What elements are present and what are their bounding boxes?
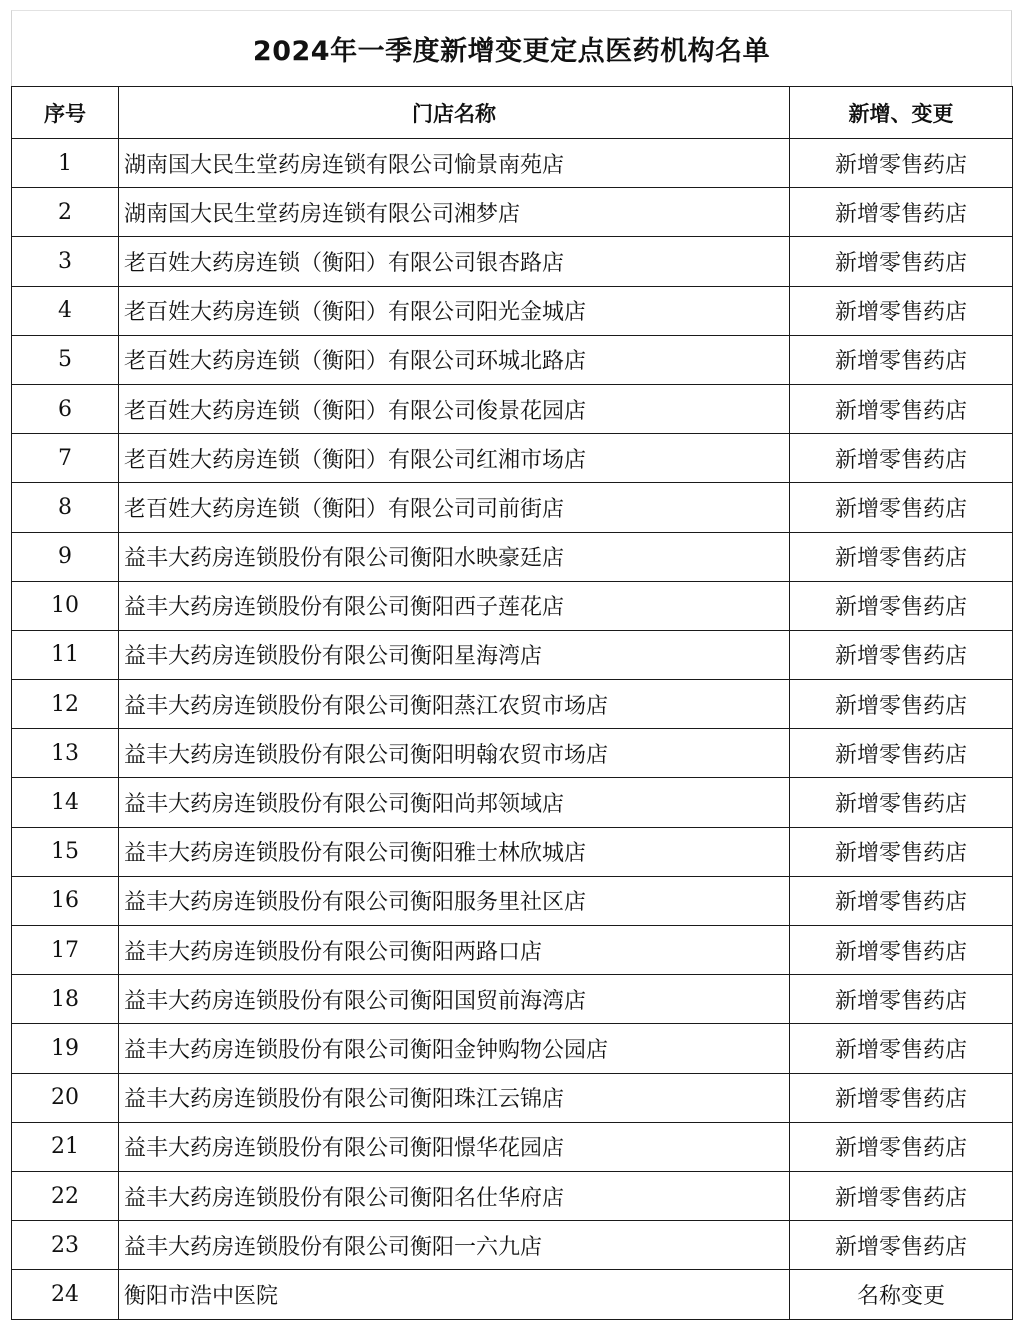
row-serial-number: 23 <box>12 1221 119 1270</box>
row-store-name: 湖南国大民生堂药房连锁有限公司愉景南苑店 <box>119 139 790 188</box>
header-change-type: 新增、变更 <box>790 87 1013 139</box>
table-row <box>12 1024 1013 1073</box>
row-store-name: 益丰大药房连锁股份有限公司衡阳一六九店 <box>119 1221 790 1270</box>
table-row <box>12 975 1013 1024</box>
row-change-type: 新增零售药店 <box>790 335 1013 384</box>
row-change-type: 新增零售药店 <box>790 630 1013 679</box>
table-row <box>12 1171 1013 1220</box>
row-store-name: 益丰大药房连锁股份有限公司衡阳两路口店 <box>119 926 790 975</box>
table-row <box>12 1270 1013 1319</box>
row-change-type: 新增零售药店 <box>790 532 1013 581</box>
table-row <box>12 483 1013 532</box>
row-change-type: 新增零售药店 <box>790 778 1013 827</box>
row-change-type: 新增零售药店 <box>790 1221 1013 1270</box>
row-serial-number: 21 <box>12 1122 119 1171</box>
row-serial-number: 20 <box>12 1073 119 1122</box>
table-row <box>12 286 1013 335</box>
row-change-type: 新增零售药店 <box>790 680 1013 729</box>
row-store-name: 益丰大药房连锁股份有限公司衡阳名仕华府店 <box>119 1171 790 1220</box>
table-row <box>12 384 1013 433</box>
row-change-type: 新增零售药店 <box>790 1171 1013 1220</box>
row-change-type: 新增零售药店 <box>790 384 1013 433</box>
header-store-name: 门店名称 <box>119 87 790 139</box>
row-serial-number: 5 <box>12 335 119 384</box>
table-header-row <box>12 87 1013 139</box>
row-store-name: 衡阳市浩中医院 <box>119 1270 790 1319</box>
row-change-type: 新增零售药店 <box>790 139 1013 188</box>
table-row <box>12 1221 1013 1270</box>
row-change-type: 新增零售药店 <box>790 1073 1013 1122</box>
row-store-name: 益丰大药房连锁股份有限公司衡阳憬华花园店 <box>119 1122 790 1171</box>
table-row <box>12 434 1013 483</box>
row-store-name: 老百姓大药房连锁（衡阳）有限公司司前街店 <box>119 483 790 532</box>
row-change-type: 新增零售药店 <box>790 237 1013 286</box>
row-store-name: 老百姓大药房连锁（衡阳）有限公司阳光金城店 <box>119 286 790 335</box>
row-serial-number: 9 <box>12 532 119 581</box>
row-serial-number: 7 <box>12 434 119 483</box>
row-serial-number: 22 <box>12 1171 119 1220</box>
row-serial-number: 24 <box>12 1270 119 1319</box>
row-serial-number: 10 <box>12 581 119 630</box>
table-row <box>12 1073 1013 1122</box>
document-sheet <box>11 10 1012 1320</box>
table-row <box>12 335 1013 384</box>
row-serial-number: 11 <box>12 630 119 679</box>
row-change-type: 新增零售药店 <box>790 926 1013 975</box>
row-change-type: 新增零售药店 <box>790 975 1013 1024</box>
row-serial-number: 1 <box>12 139 119 188</box>
row-store-name: 益丰大药房连锁股份有限公司衡阳水映豪廷店 <box>119 532 790 581</box>
row-serial-number: 17 <box>12 926 119 975</box>
row-serial-number: 3 <box>12 237 119 286</box>
row-store-name: 益丰大药房连锁股份有限公司衡阳明翰农贸市场店 <box>119 729 790 778</box>
row-serial-number: 13 <box>12 729 119 778</box>
row-serial-number: 16 <box>12 876 119 925</box>
row-serial-number: 4 <box>12 286 119 335</box>
row-serial-number: 6 <box>12 384 119 433</box>
document-title: 2024年一季度新增变更定点医药机构名单 <box>11 10 1012 86</box>
row-serial-number: 18 <box>12 975 119 1024</box>
table-row <box>12 188 1013 237</box>
row-store-name: 益丰大药房连锁股份有限公司衡阳蒸江农贸市场店 <box>119 680 790 729</box>
row-change-type: 新增零售药店 <box>790 729 1013 778</box>
row-change-type: 新增零售药店 <box>790 188 1013 237</box>
header-serial-number: 序号 <box>12 87 119 139</box>
table-row <box>12 827 1013 876</box>
row-store-name: 湖南国大民生堂药房连锁有限公司湘梦店 <box>119 188 790 237</box>
row-serial-number: 14 <box>12 778 119 827</box>
row-change-type: 新增零售药店 <box>790 434 1013 483</box>
row-change-type: 名称变更 <box>790 1270 1013 1319</box>
table-row <box>12 581 1013 630</box>
row-serial-number: 12 <box>12 680 119 729</box>
row-store-name: 益丰大药房连锁股份有限公司衡阳珠江云锦店 <box>119 1073 790 1122</box>
table-row <box>12 876 1013 925</box>
row-change-type: 新增零售药店 <box>790 483 1013 532</box>
row-store-name: 益丰大药房连锁股份有限公司衡阳雅士林欣城店 <box>119 827 790 876</box>
row-store-name: 老百姓大药房连锁（衡阳）有限公司红湘市场店 <box>119 434 790 483</box>
table-row <box>12 532 1013 581</box>
row-serial-number: 2 <box>12 188 119 237</box>
row-change-type: 新增零售药店 <box>790 286 1013 335</box>
institution-table <box>11 86 1013 1320</box>
row-store-name: 益丰大药房连锁股份有限公司衡阳尚邦领域店 <box>119 778 790 827</box>
row-serial-number: 8 <box>12 483 119 532</box>
row-change-type: 新增零售药店 <box>790 827 1013 876</box>
table-row <box>12 139 1013 188</box>
table-row <box>12 778 1013 827</box>
row-store-name: 益丰大药房连锁股份有限公司衡阳星海湾店 <box>119 630 790 679</box>
table-body <box>12 139 1013 1320</box>
table-row <box>12 680 1013 729</box>
row-change-type: 新增零售药店 <box>790 1024 1013 1073</box>
row-store-name: 老百姓大药房连锁（衡阳）有限公司银杏路店 <box>119 237 790 286</box>
table-row <box>12 926 1013 975</box>
row-store-name: 益丰大药房连锁股份有限公司衡阳国贸前海湾店 <box>119 975 790 1024</box>
row-store-name: 益丰大药房连锁股份有限公司衡阳金钟购物公园店 <box>119 1024 790 1073</box>
row-store-name: 老百姓大药房连锁（衡阳）有限公司环城北路店 <box>119 335 790 384</box>
row-change-type: 新增零售药店 <box>790 1122 1013 1171</box>
row-store-name: 老百姓大药房连锁（衡阳）有限公司俊景花园店 <box>119 384 790 433</box>
table-row <box>12 729 1013 778</box>
row-store-name: 益丰大药房连锁股份有限公司衡阳西子莲花店 <box>119 581 790 630</box>
row-serial-number: 19 <box>12 1024 119 1073</box>
row-change-type: 新增零售药店 <box>790 581 1013 630</box>
table-row <box>12 1122 1013 1171</box>
row-serial-number: 15 <box>12 827 119 876</box>
row-change-type: 新增零售药店 <box>790 876 1013 925</box>
table-row <box>12 237 1013 286</box>
table-row <box>12 630 1013 679</box>
row-store-name: 益丰大药房连锁股份有限公司衡阳服务里社区店 <box>119 876 790 925</box>
